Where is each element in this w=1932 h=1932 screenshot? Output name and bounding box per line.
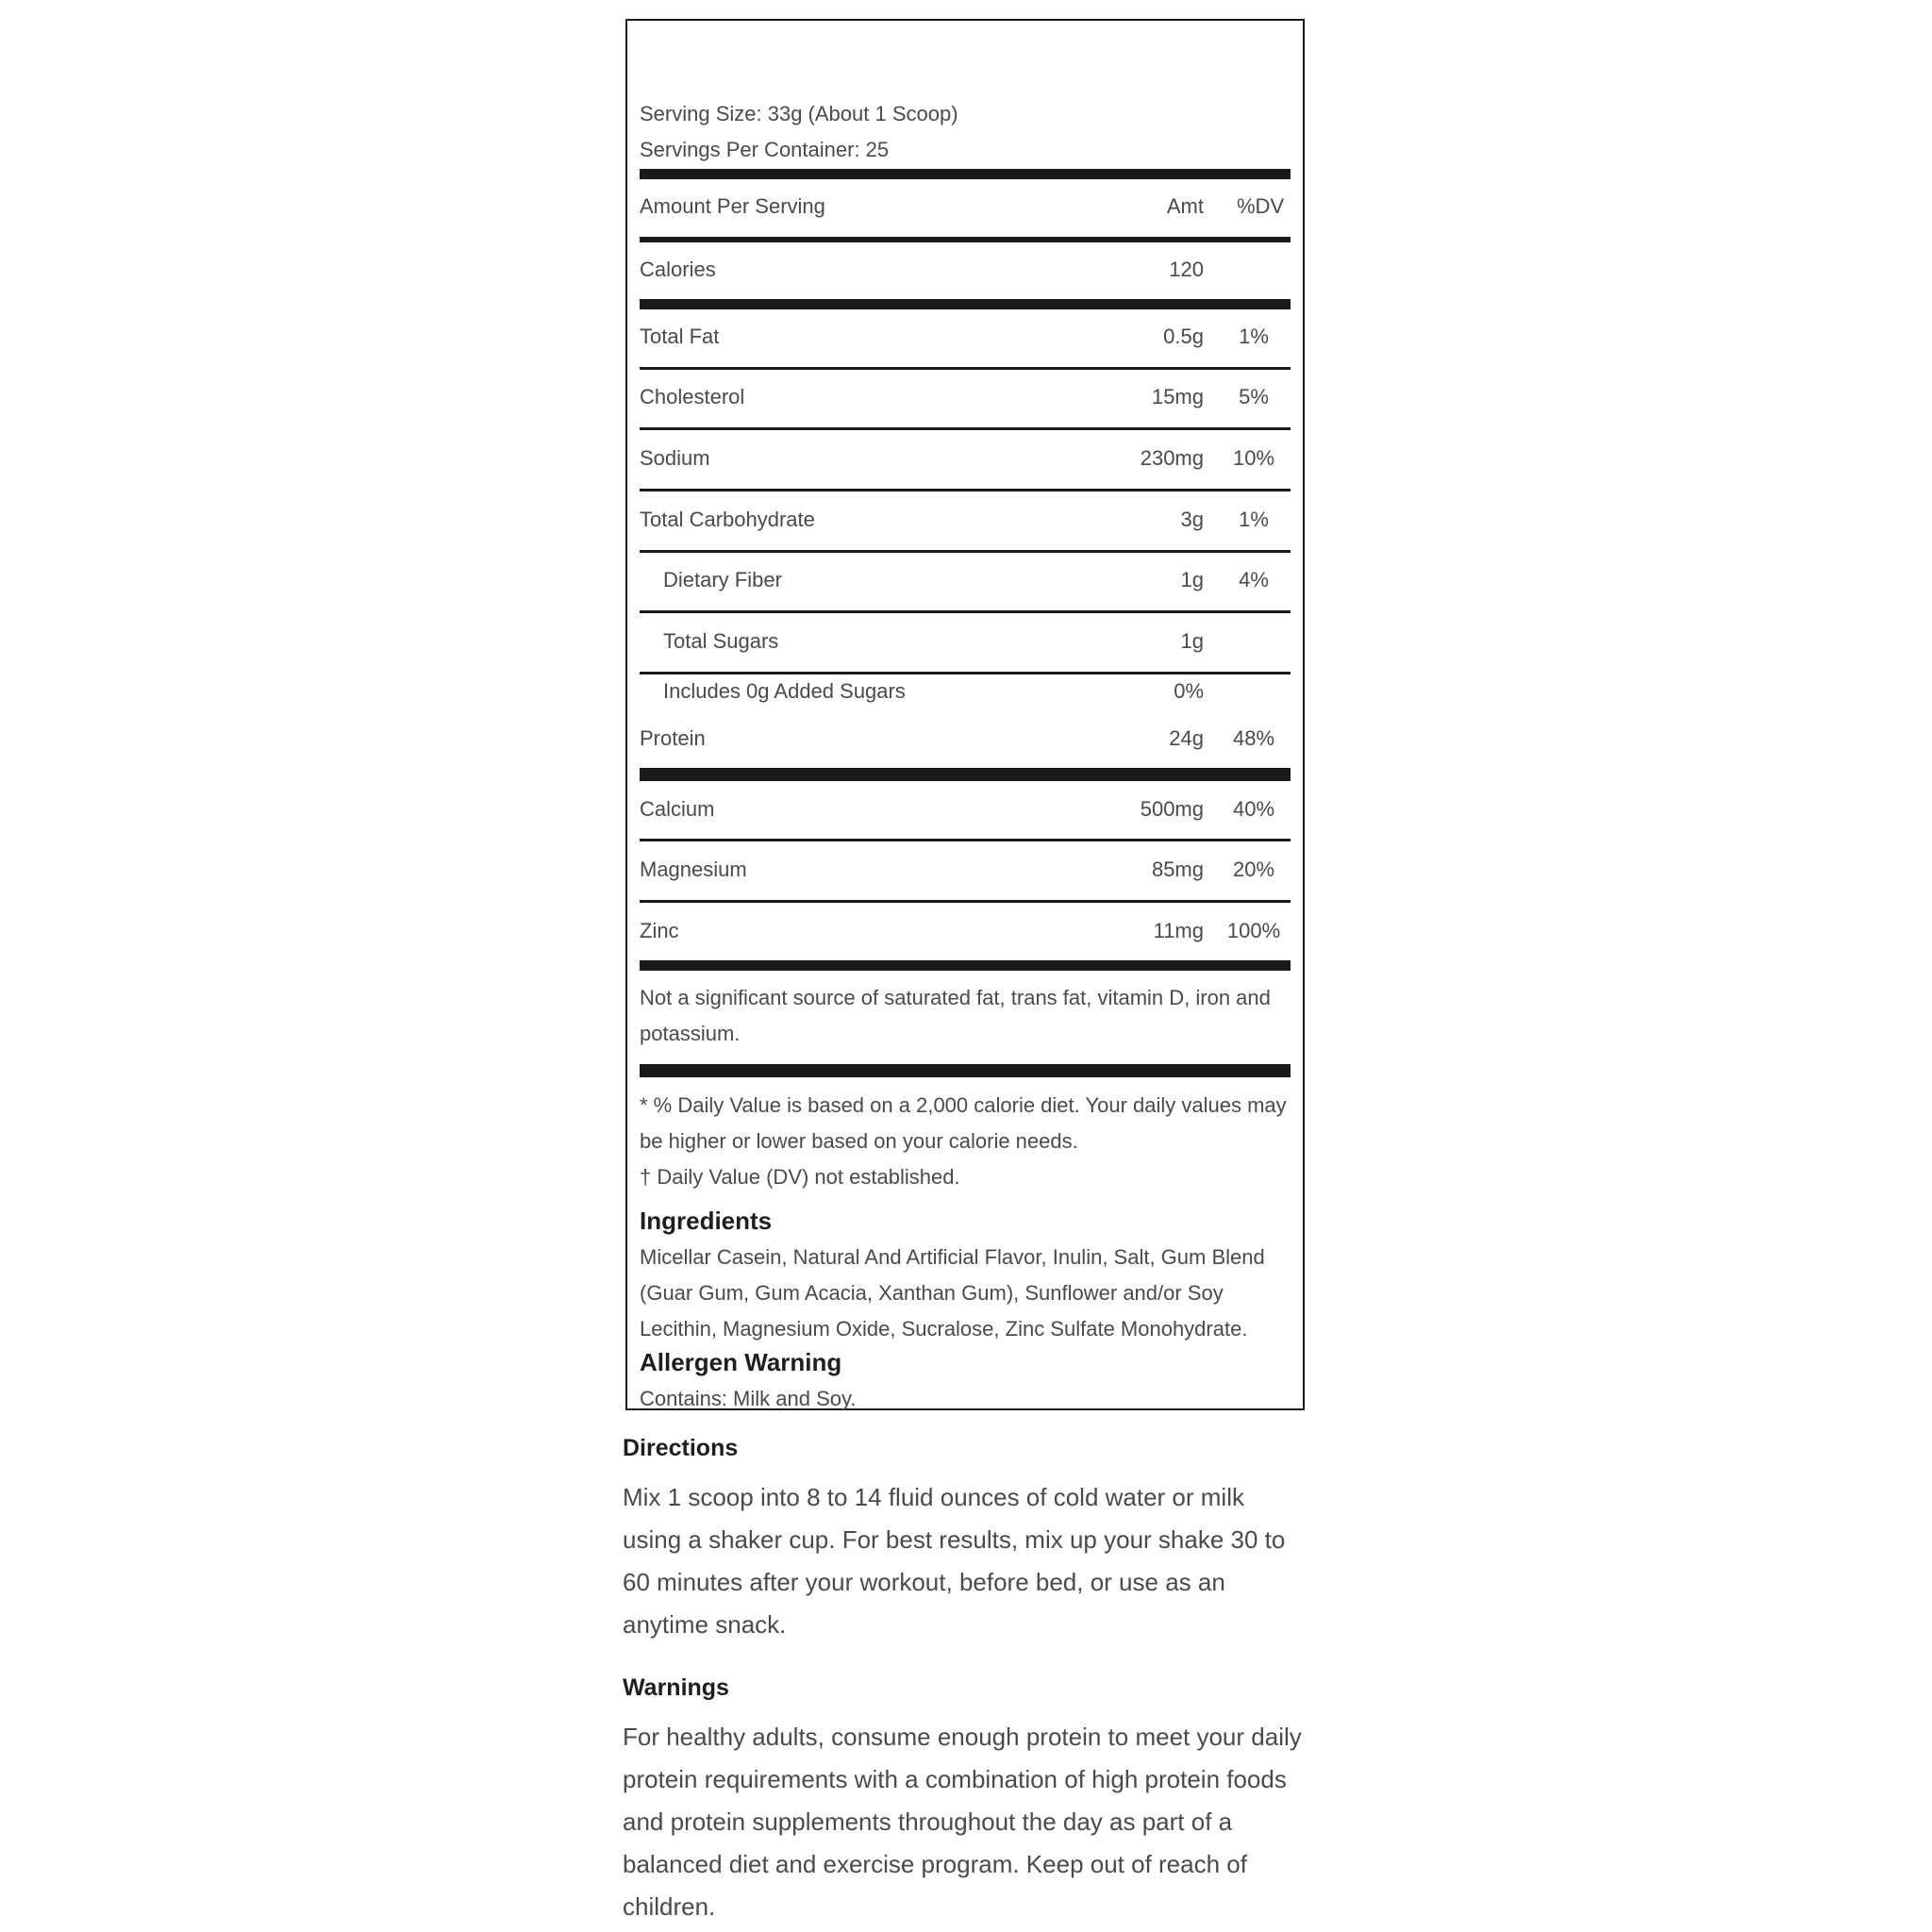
nutrient-name: Sodium [640,446,710,470]
divider-thick [640,960,1291,971]
nutrient-name: Dietary Fiber [663,568,782,591]
mineral-name: Zinc [640,919,679,942]
mineral-amount: 500mg [1140,797,1204,821]
nutrition-facts-panel [625,19,1305,1410]
nutrient-dv: 1% [1239,508,1269,531]
nutrient-amount: 0.5g [1163,325,1204,348]
nutrient-name: Protein [640,726,706,750]
mineral-name: Calcium [640,797,715,821]
nutrient-amount: 230mg [1140,446,1204,470]
mineral-dv: 100% [1226,919,1281,942]
header-amount-per-serving: Amount Per Serving [640,194,825,218]
nutrient-dv: 10% [1232,446,1275,470]
calories-value: 120 [1169,258,1204,281]
nutrient-dv: 5% [1239,385,1269,408]
calories-label: Calories [640,258,716,281]
nutrient-amount: 15mg [1151,385,1204,408]
nutrient-amount: 1g [1180,568,1204,591]
divider-thin [640,839,1291,841]
divider-thin [640,672,1291,675]
allergen-title: Allergen Warning [640,1348,842,1376]
footnote-daily-value: * % Daily Value is based on a 2,000 calorie diet. Your daily values may be higher or lower based on your calorie needs. [640,1093,1287,1153]
nutrient-name: Total Carbohydrate [640,508,815,531]
divider-thin [640,427,1291,430]
mineral-amount: 85mg [1151,858,1204,881]
warnings-text: For healthy adults, consume enough protein to meet your daily protein requirements with a combination of high protein foods and protein supplements throughout the day as part of a balanced diet and exercise program. Keep out of reach of children. [623,1723,1302,1921]
mineral-amount: 11mg [1153,919,1204,942]
divider-thin [640,900,1291,903]
nutrient-dv: 1% [1239,325,1269,348]
divider-thin [640,550,1291,553]
divider-thin [640,489,1291,491]
divider-thick [640,299,1291,309]
header-dv: %DV [1237,194,1285,218]
divider-thin [640,610,1291,613]
header-amt: Amt [1166,194,1204,218]
divider-thick [640,1064,1291,1077]
directions-text: Mix 1 scoop into 8 to 14 fluid ounces of cold water or milk using a shaker cup. For best results, mix up your shake 30 to 60 minutes after your workout, before bed, or use as an anytime snack. [623,1483,1286,1639]
footnote-dagger: † Daily Value (DV) not established. [640,1165,960,1189]
nutrient-dv: 4% [1239,568,1269,591]
ingredients-title: Ingredients [640,1207,773,1235]
nutrient-name: Cholesterol [640,385,745,408]
nutrient-amount: 24g [1169,726,1204,750]
nutrient-dv: 48% [1232,726,1275,750]
divider-medium [640,237,1291,242]
mineral-dv: 40% [1232,797,1275,821]
nutrient-amount: 0% [1174,679,1204,703]
mineral-dv: 20% [1232,858,1275,881]
mineral-name: Magnesium [640,858,747,881]
serving-size: Serving Size: 33g (About 1 Scoop) [640,102,958,125]
divider-thick [640,768,1291,781]
nutrient-amount: 1g [1180,629,1204,653]
nutrient-amount: 3g [1180,508,1204,531]
divider-thick [640,169,1291,179]
nutrient-name: Total Sugars [663,629,779,653]
nutrient-name: Total Fat [640,325,720,348]
nutrient-name: Includes 0g Added Sugars [663,679,906,703]
servings-per-container: Servings Per Container: 25 [640,138,890,161]
divider-thin [640,367,1291,370]
not-significant-note: Not a significant source of saturated fat, trans fat, vitamin D, iron and potassium. [640,986,1271,1045]
warnings-title: Warnings [623,1674,729,1701]
ingredients-text: Micellar Casein, Natural And Artificial Flavor, Inulin, Salt, Gum Blend (Guar Gum, Gum Acacia, Xanthan Gum), Sunflower and/or Soy Lecithin, Magnesium Oxide, Sucralose, Zinc Sulfate Monohydrate. [640,1245,1265,1341]
directions-title: Directions [623,1435,739,1461]
allergen-text: Contains: Milk and Soy. [640,1387,857,1410]
